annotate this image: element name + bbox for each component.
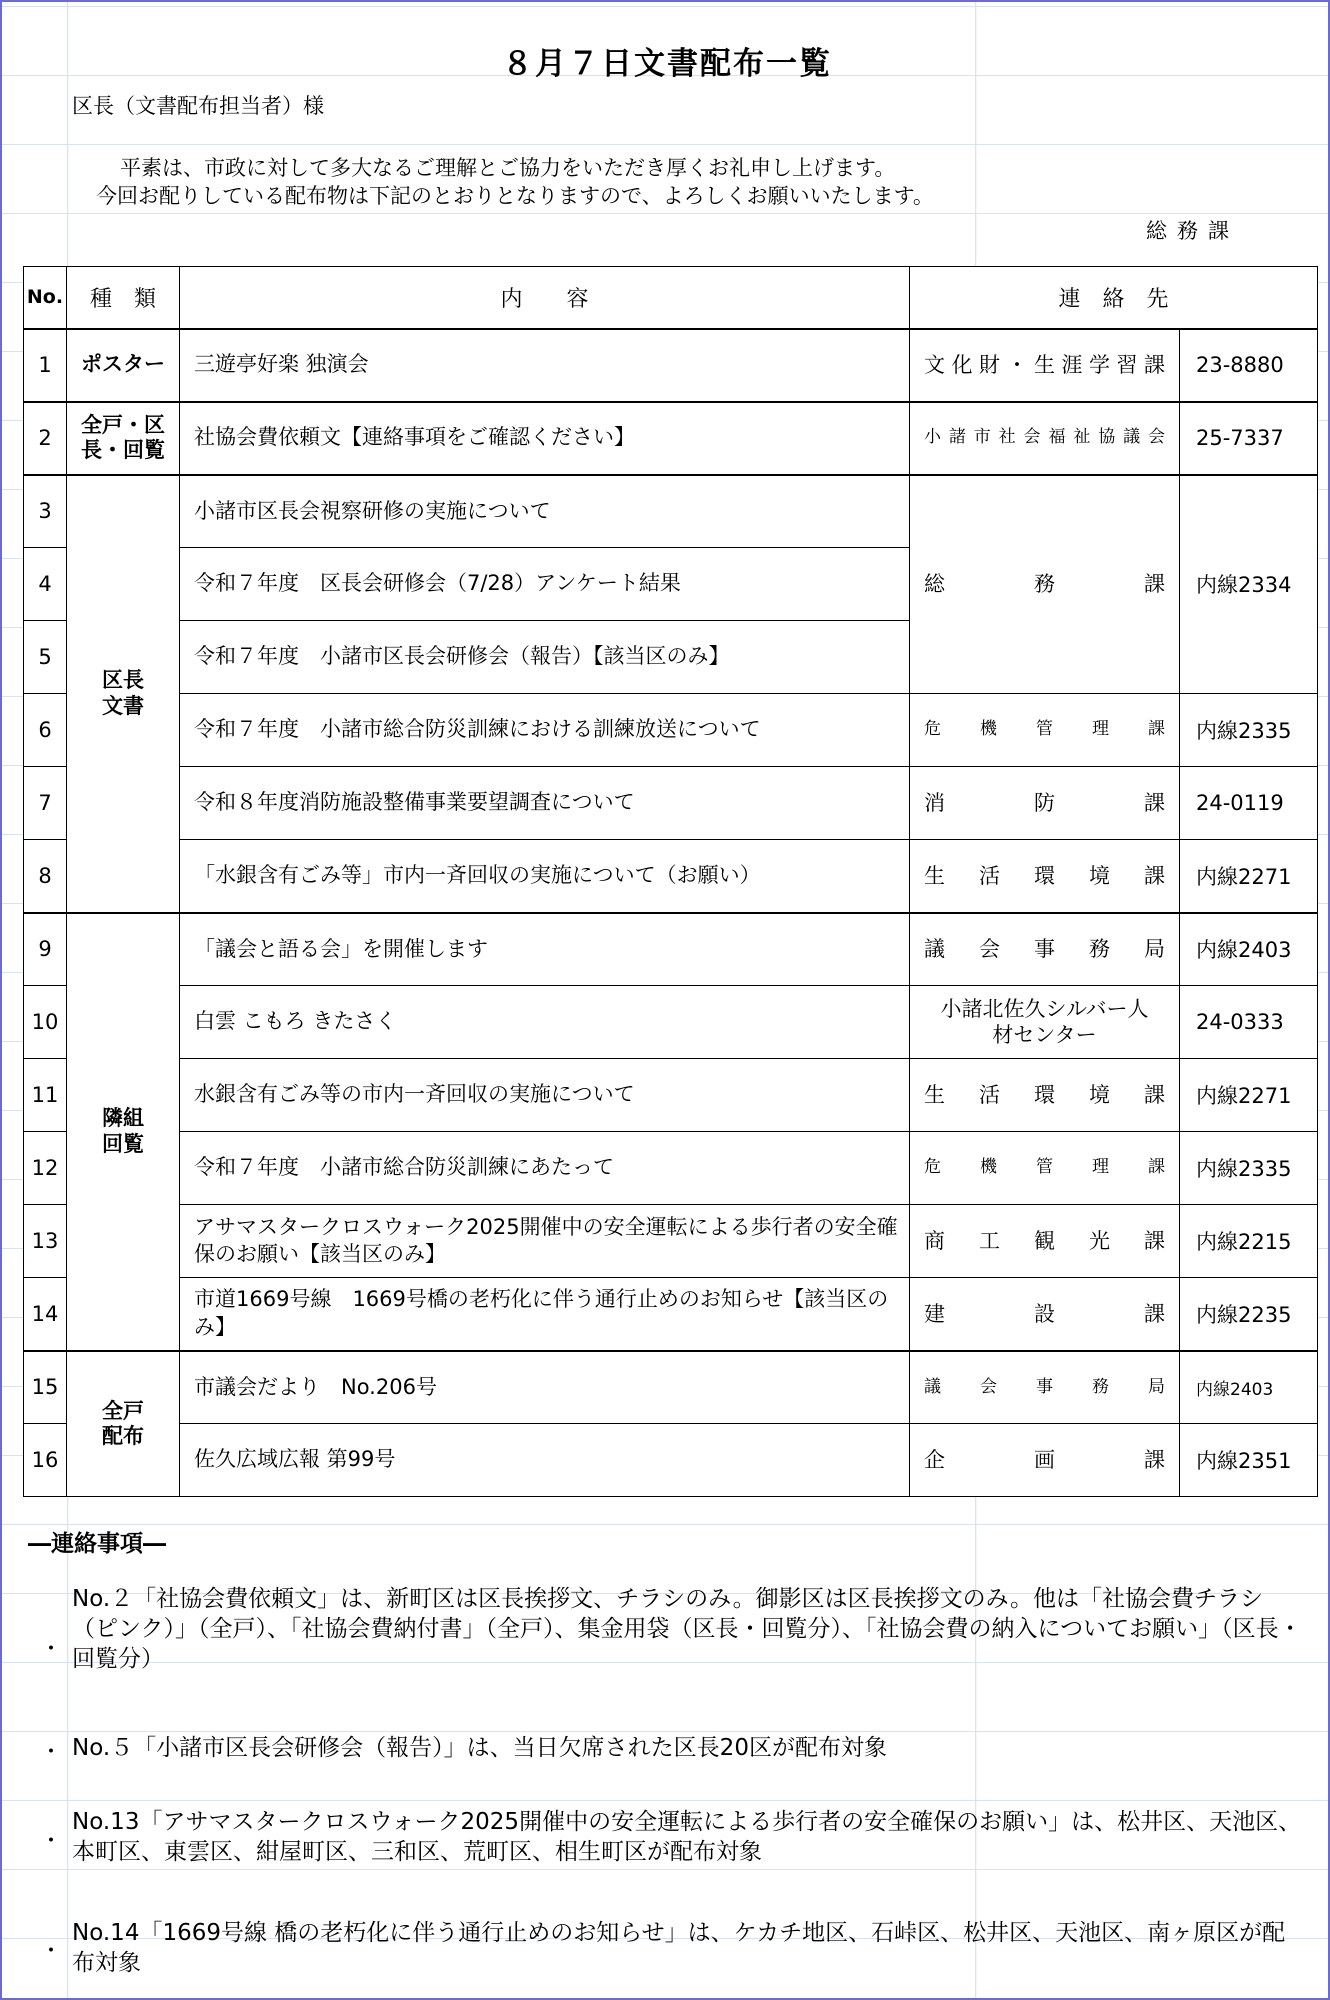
table-row [24, 1351, 1318, 1424]
category-label: 全戸・区長・回覧 [81, 412, 165, 462]
table-row [24, 329, 1318, 402]
row-number: 3 [24, 475, 67, 548]
row-number: 6 [24, 694, 67, 767]
table-row [24, 475, 1318, 548]
note-item: No.２「社協会費依頼文」は、新町区は区長挨拶文、チラシのみ。御影区は区長挨拶文のみ。他は「社協会費チラシ（ピンク）」（全戸）、「社協会費納付書」（全戸）、集金用袋（区長・回覧分）、「社協会費の納入についてお願い」（区長・回覧分） [72, 1586, 1302, 1672]
page-title: ８月７日文書配布一覧 [502, 46, 832, 82]
content-cell: 令和７年度 小諸市総合防災訓練における訓練放送について [180, 694, 910, 767]
table-row [24, 1278, 1318, 1351]
row-number: 7 [24, 767, 67, 840]
table-header-row [24, 267, 1318, 329]
category-cell [67, 913, 180, 1351]
category-cell: ポスター [67, 329, 180, 402]
phone-cell: 内線2351 [1180, 1424, 1318, 1497]
contact-cell [910, 986, 1180, 1059]
row-number: 9 [24, 913, 67, 986]
table-row [24, 1424, 1318, 1497]
phone-cell: 24-0333 [1180, 986, 1318, 1059]
row-number: 2 [24, 402, 67, 475]
note-item: No.13「アサマスタークロスウォーク2025開催中の安全運転による歩行者の安全確保のお願い」は、松井区、天池区、本町区、東雲区、紺屋町区、三和区、荒町区、相生町区が配布対象 [72, 1809, 1302, 1865]
table-row [24, 694, 1318, 767]
table-row [24, 986, 1318, 1059]
category-label: 全戸配布 [102, 1398, 144, 1448]
row-number: 14 [24, 1278, 67, 1351]
header-no: No. [24, 267, 67, 329]
phone-cell: 23-8880 [1180, 329, 1318, 402]
phone-cell: 内線2271 [1180, 1059, 1318, 1132]
phone-cell: 25-7337 [1180, 402, 1318, 475]
content-cell: 市道1669号線 1669号橋の老朽化に伴う通行止めのお知らせ【該当区のみ】 [180, 1278, 910, 1351]
notes-heading: ―連絡事項― [28, 1531, 166, 1557]
contact-cell: 商工観光課 [910, 1205, 1180, 1278]
contact-cell: 建設課 [910, 1278, 1180, 1351]
phone-cell: 内線2271 [1180, 840, 1318, 913]
contact-cell: 危機管理課 [910, 1132, 1180, 1205]
content-cell: 白雲 こもろ きたさく [180, 986, 910, 1059]
header-content: 内 容 [180, 267, 910, 329]
contact-cell: 危機管理課 [910, 694, 1180, 767]
table-row [24, 767, 1318, 840]
content-cell: 「水銀含有ごみ等」市内一斉回収の実施について（お願い） [180, 840, 910, 913]
content-cell: 佐久広域広報 第99号 [180, 1424, 910, 1497]
content-cell: アサマスタークロスウォーク2025開催中の安全運転による歩行者の安全確保のお願い【該当区のみ】 [180, 1205, 910, 1278]
row-number: 13 [24, 1205, 67, 1278]
category-label: 隣組回覧 [102, 1106, 144, 1156]
contact-cell: 消防課 [910, 767, 1180, 840]
row-number: 11 [24, 1059, 67, 1132]
note-bullet: ・ [40, 1740, 63, 1765]
content-cell: 令和８年度消防施設整備事業要望調査について [180, 767, 910, 840]
row-number: 12 [24, 1132, 67, 1205]
contact-cell: 小諸市社会福祉協議会 [910, 402, 1180, 475]
addressee: 区長（文書配布担当者）様 [72, 94, 324, 118]
table-row [24, 1059, 1318, 1132]
category-cell [67, 475, 180, 913]
contact-cell: 生活環境課 [910, 840, 1180, 913]
table-row [24, 1132, 1318, 1205]
greeting-line-2: 今回お配りしている配布物は下記のとおりとなりますので、よろしくお願いいたします。 [96, 184, 934, 208]
sender-department: 総務課 [1146, 219, 1239, 243]
table-row [24, 402, 1318, 475]
content-cell: 社協会費依頼文【連絡事項をご確認ください】 [180, 402, 910, 475]
phone-cell: 内線2334 [1180, 475, 1318, 694]
note-bullet: ・ [40, 1637, 63, 1662]
note-item: No.５「小諸市区長会研修会（報告）」は、当日欠席された区長20区が配布対象 [72, 1735, 887, 1761]
category-cell [67, 1351, 180, 1497]
contact-cell: 企画課 [910, 1424, 1180, 1497]
phone-cell: 内線2335 [1180, 1132, 1318, 1205]
row-number: 5 [24, 621, 67, 694]
phone-cell: 内線2403 [1180, 1351, 1318, 1424]
note-item: No.14「1669号線 橋の老朽化に伴う通行止めのお知らせ」は、ケカチ地区、石峠区、松井区、天池区、南ヶ原区が配布対象 [72, 1920, 1286, 1976]
phone-cell: 内線2235 [1180, 1278, 1318, 1351]
table-row [24, 913, 1318, 986]
row-number: 1 [24, 329, 67, 402]
category-label: 区長文書 [102, 668, 144, 718]
row-number: 8 [24, 840, 67, 913]
content-cell: 水銀含有ごみ等の市内一斉回収の実施について [180, 1059, 910, 1132]
contact-cell: 総務課 [910, 475, 1180, 694]
greeting-line-1: 平素は、市政に対して多大なるご理解とご協力をいただき厚くお礼申し上げます。 [120, 156, 896, 180]
header-contact: 連 絡 先 [910, 267, 1318, 329]
content-cell: 小諸市区長会視察研修の実施について [180, 475, 910, 548]
content-cell: 市議会だより No.206号 [180, 1351, 910, 1424]
row-number: 16 [24, 1424, 67, 1497]
contact-label: 小諸北佐久シルバー人材センター [940, 996, 1149, 1047]
row-number: 4 [24, 548, 67, 621]
note-bullet: ・ [40, 1829, 63, 1854]
header-category: 種 類 [67, 267, 180, 329]
content-cell: 令和７年度 区長会研修会（7/28）アンケート結果 [180, 548, 910, 621]
phone-cell: 内線2403 [1180, 913, 1318, 986]
phone-cell: 内線2335 [1180, 694, 1318, 767]
distribution-table [23, 266, 1318, 1497]
content-cell: 令和７年度 小諸市区長会研修会（報告）【該当区のみ】 [180, 621, 910, 694]
row-number: 15 [24, 1351, 67, 1424]
table-row [24, 840, 1318, 913]
row-number: 10 [24, 986, 67, 1059]
phone-cell: 内線2215 [1180, 1205, 1318, 1278]
contact-cell: 議会事務局 [910, 913, 1180, 986]
category-cell [67, 402, 180, 475]
contact-cell: 文化財・生涯学習課 [910, 329, 1180, 402]
table-row [24, 1205, 1318, 1278]
contact-cell: 生活環境課 [910, 1059, 1180, 1132]
content-cell: 三遊亭好楽 独演会 [180, 329, 910, 402]
phone-cell: 24-0119 [1180, 767, 1318, 840]
note-bullet: ・ [40, 1939, 63, 1964]
content-cell: 令和７年度 小諸市総合防災訓練にあたって [180, 1132, 910, 1205]
contact-cell: 議会事務局 [910, 1351, 1180, 1424]
content-cell: 「議会と語る会」を開催します [180, 913, 910, 986]
